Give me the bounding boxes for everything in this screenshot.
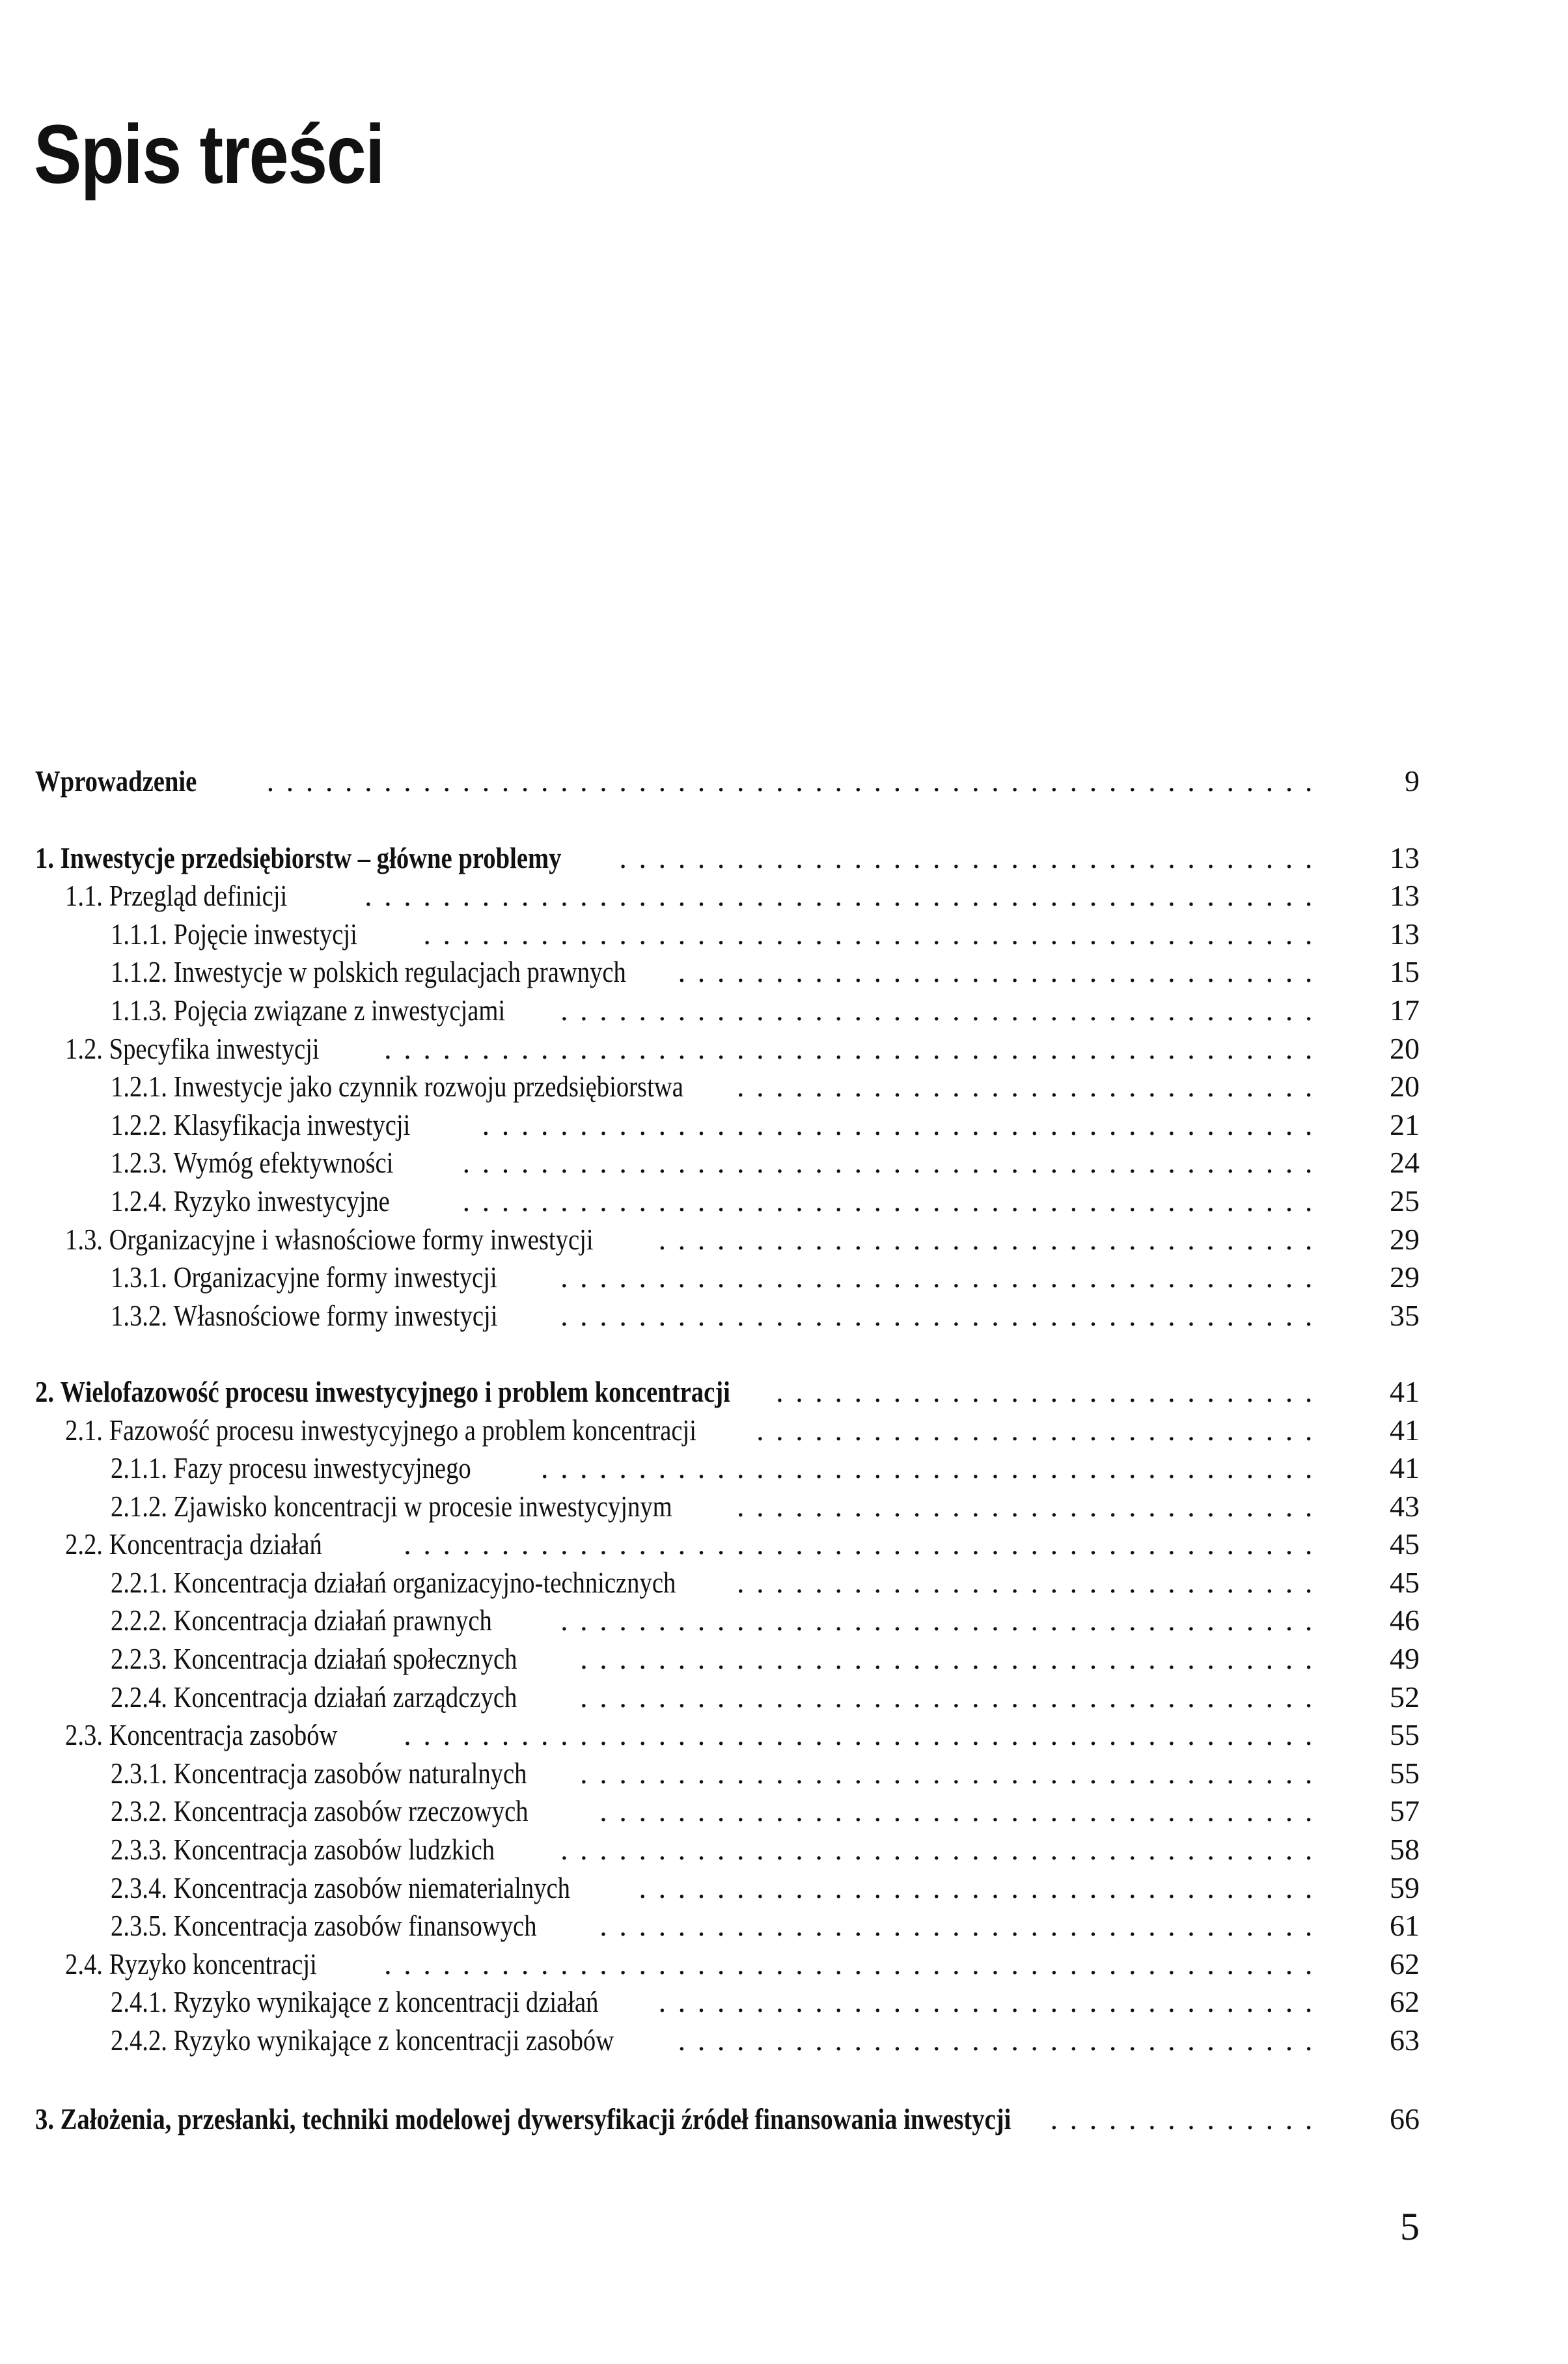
dot-leader: ............................................... bbox=[404, 1718, 1325, 1751]
toc-entry-label: Organizacyjne i własnościowe formy inwestycji bbox=[109, 1223, 594, 1256]
toc-entry-page: 66 bbox=[1390, 2102, 1420, 2135]
toc-entry-title bbox=[35, 2100, 1197, 2138]
toc-entry-label: Wymóg efektywności bbox=[173, 1146, 394, 1179]
dot-leader: ....................................... bbox=[560, 1260, 1325, 1294]
toc-entry-number: 2.2.1. bbox=[111, 1566, 174, 1599]
toc-entry[interactable] bbox=[0, 1945, 1568, 1983]
toc-entry[interactable] bbox=[0, 1221, 1568, 1258]
toc-entry-title bbox=[111, 1869, 657, 1907]
toc-entry-title bbox=[111, 1182, 443, 1220]
toc-entry-number: 2.3.3. bbox=[111, 1833, 174, 1866]
toc-entry[interactable] bbox=[0, 1258, 1568, 1296]
toc-entry-page: 41 bbox=[1390, 1413, 1420, 1447]
dot-leader: ........................................ bbox=[540, 1451, 1325, 1484]
toc-entry-label: Ryzyko inwestycyjne bbox=[173, 1184, 390, 1217]
toc-entry-page: 20 bbox=[1390, 1032, 1420, 1065]
toc-entry-number: 1.1.2. bbox=[111, 955, 174, 988]
toc-entry-label: Koncentracja zasobów niematerialnych bbox=[173, 1871, 570, 1904]
toc-entry-number: 1.3. bbox=[65, 1223, 109, 1256]
toc-entry-title bbox=[111, 953, 724, 991]
toc-entry-title bbox=[111, 1678, 594, 1716]
toc-entry-label: Koncentracja zasobów naturalnych bbox=[173, 1757, 527, 1790]
toc-entry[interactable] bbox=[0, 915, 1568, 953]
toc-entry[interactable] bbox=[0, 1411, 1568, 1449]
toc-entry[interactable] bbox=[0, 1182, 1568, 1220]
toc-entry[interactable] bbox=[0, 1525, 1568, 1563]
toc-entry-page: 57 bbox=[1390, 1794, 1420, 1828]
toc-entry-title bbox=[111, 2022, 709, 2059]
toc-entry-number: 1.3.2. bbox=[111, 1299, 174, 1332]
dot-leader: .................................. bbox=[658, 1223, 1325, 1256]
toc-entry-title bbox=[65, 1945, 365, 1983]
toc-entry-title bbox=[111, 1831, 568, 1869]
toc-entry-label: Ryzyko wynikające z koncentracji działań bbox=[173, 1985, 599, 2018]
toc-entry-title bbox=[111, 1106, 467, 1144]
toc-entry[interactable] bbox=[0, 1602, 1568, 1639]
toc-entry-label: Organizacyjne formy inwestycji bbox=[173, 1260, 497, 1294]
toc-entry-label: Ryzyko wynikające z koncentracji zasobów bbox=[173, 2023, 614, 2057]
toc-entry-label: Pojęcia związane z inwestycjami bbox=[173, 994, 506, 1027]
toc-entry-label: Założenia, przesłanki, techniki modelowej dywersyfikacji źródeł finansowania inwestycji bbox=[60, 2102, 1011, 2135]
dot-leader: ...................................... bbox=[580, 1757, 1325, 1790]
toc-entry-label: Fazowość procesu inwestycyjnego a problem koncentracji bbox=[109, 1413, 697, 1447]
toc-entry-title bbox=[111, 1602, 564, 1639]
toc-entry-label: Wielofazowość procesu inwestycyjnego i problem koncentracji bbox=[60, 1375, 730, 1408]
toc-entry[interactable] bbox=[0, 1449, 1568, 1487]
toc-entry-title bbox=[111, 1792, 608, 1830]
toc-entry-label: Przegląd definicji bbox=[109, 879, 288, 912]
toc-entry-title bbox=[65, 1221, 694, 1258]
toc-entry-page: 59 bbox=[1390, 1871, 1420, 1904]
toc-entry-number: 2.3.1. bbox=[111, 1757, 174, 1790]
toc-entry-number: 2.4. bbox=[65, 1947, 109, 1981]
toc-entry-number: 1.2.4. bbox=[111, 1184, 174, 1217]
toc-entry-title bbox=[111, 1488, 779, 1525]
toc-entry-number: 2.4.1. bbox=[111, 1985, 174, 2018]
toc-entry[interactable] bbox=[0, 1792, 1568, 1830]
toc-entry-page: 61 bbox=[1390, 1909, 1420, 1942]
toc-entry-label: Inwestycje w polskich regulacjach prawnych bbox=[173, 955, 626, 988]
toc-entry-number: 1.2.3. bbox=[111, 1146, 174, 1179]
dot-leader: ................................. bbox=[678, 955, 1325, 988]
toc-entry-page: 62 bbox=[1390, 1947, 1420, 1981]
toc-entry-title bbox=[111, 1640, 594, 1678]
toc-entry-page: 9 bbox=[1405, 764, 1420, 798]
dot-leader: ....................................... bbox=[560, 1604, 1325, 1637]
dot-leader: ................................................. bbox=[364, 879, 1325, 912]
toc-entry[interactable] bbox=[0, 877, 1568, 915]
toc-entry-label: Koncentracja zasobów ludzkich bbox=[173, 1833, 495, 1866]
toc-entry-title bbox=[111, 1068, 792, 1106]
toc-entry-label: Własnościowe formy inwestycji bbox=[173, 1299, 498, 1332]
toc-entry-title bbox=[111, 1144, 447, 1182]
toc-entry-page: 17 bbox=[1390, 994, 1420, 1027]
toc-entry-label: Inwestycje przedsiębiorstw – główne problemy bbox=[60, 841, 562, 874]
toc-entry-label: Ryzyko koncentracji bbox=[109, 1947, 317, 1981]
toc-entry-number: 1.2.1. bbox=[111, 1070, 174, 1103]
dot-leader: .............................. bbox=[736, 1490, 1325, 1523]
toc-entry[interactable] bbox=[0, 1755, 1568, 1792]
toc-entry[interactable] bbox=[0, 1831, 1568, 1869]
toc-entry[interactable] bbox=[0, 1678, 1568, 1716]
toc-entry-number: 1.3.1. bbox=[111, 1260, 174, 1294]
dot-leader: .................................. bbox=[658, 1985, 1325, 2018]
toc-entry-number: 1.1. bbox=[65, 879, 109, 912]
toc-entry-number: 1.1.3. bbox=[111, 994, 174, 1027]
dot-leader: ............................................ bbox=[462, 1146, 1325, 1179]
dot-leader: ............................. bbox=[756, 1413, 1325, 1447]
toc-entry[interactable] bbox=[0, 1297, 1568, 1335]
toc-entry-label: Koncentracja zasobów rzeczowych bbox=[173, 1794, 529, 1828]
toc-entry-label: Koncentracja działań prawnych bbox=[173, 1604, 492, 1637]
toc-entry[interactable] bbox=[0, 1640, 1568, 1678]
toc-entry-title bbox=[35, 762, 228, 800]
toc-entry-number: 2.1.2. bbox=[111, 1490, 174, 1523]
toc-entry-number: 1. bbox=[35, 841, 61, 874]
toc-entry-label: Klasyfikacja inwestycji bbox=[173, 1108, 411, 1141]
toc-entry-number: 1.2.2. bbox=[111, 1108, 174, 1141]
toc-entry-title bbox=[65, 1030, 368, 1068]
toc-entry-title bbox=[111, 915, 404, 953]
toc-entry[interactable] bbox=[0, 1564, 1568, 1602]
toc-entry-label: Koncentracja działań społecznych bbox=[173, 1642, 517, 1675]
toc-entry-number: 1.2. bbox=[65, 1032, 109, 1065]
toc-entry-label: Koncentracja działań bbox=[109, 1527, 322, 1561]
toc-entry-page: 25 bbox=[1390, 1184, 1420, 1217]
toc-entry[interactable] bbox=[0, 953, 1568, 991]
toc-entry-number: 2.3.5. bbox=[111, 1909, 174, 1942]
toc-entry-number: 2.2. bbox=[65, 1527, 109, 1561]
toc-entry-page: 13 bbox=[1390, 879, 1420, 912]
toc-entry-label: Zjawisko koncentracji w procesie inwestycyjnym bbox=[173, 1490, 672, 1523]
toc-entry[interactable] bbox=[0, 2022, 1568, 2059]
dot-leader: ................................... bbox=[639, 1871, 1325, 1904]
toc-entry-page: 62 bbox=[1390, 1985, 1420, 2018]
toc-entry-label: Pojęcie inwestycji bbox=[173, 917, 357, 951]
toc-entry[interactable] bbox=[0, 992, 1568, 1029]
dot-leader: ....................................... bbox=[560, 1299, 1325, 1332]
dot-leader: .................................... bbox=[619, 841, 1325, 874]
toc-entry-title bbox=[111, 1258, 571, 1296]
toc-entry[interactable] bbox=[0, 1373, 1568, 1411]
toc-entry-title bbox=[65, 1716, 389, 1754]
dot-leader: .............. bbox=[1050, 2102, 1325, 2135]
dot-leader: ..................................... bbox=[599, 1794, 1325, 1828]
toc-entry-title bbox=[65, 877, 329, 915]
dot-leader: ....................................... bbox=[560, 1833, 1325, 1866]
toc-entry-title bbox=[35, 1373, 862, 1411]
toc-entry[interactable] bbox=[0, 2100, 1568, 2138]
toc-entry-number: 2.3.2. bbox=[111, 1794, 174, 1828]
toc-entry-number: 2.2.4. bbox=[111, 1680, 174, 1714]
dot-leader: ...................................... bbox=[580, 1680, 1325, 1714]
toc-entry-page: 52 bbox=[1390, 1680, 1420, 1714]
toc-entry-label: Koncentracja zasobów bbox=[109, 1718, 338, 1751]
page-title: Spis treści bbox=[34, 108, 384, 201]
toc-entry-page: 20 bbox=[1390, 1070, 1420, 1103]
toc-entry-page: 13 bbox=[1390, 841, 1420, 874]
dot-leader: .............................................. bbox=[423, 917, 1325, 951]
toc-entry-title bbox=[111, 992, 581, 1029]
toc-entry-page: 41 bbox=[1390, 1375, 1420, 1408]
dot-leader: ............................................ bbox=[462, 1184, 1325, 1217]
dot-leader: ............................ bbox=[776, 1375, 1325, 1408]
toc-entry-page: 41 bbox=[1390, 1451, 1420, 1484]
toc-entry-label: Inwestycje jako czynnik rozwoju przedsiębiorstwa bbox=[173, 1070, 683, 1103]
toc-entry-number: 2.3.4. bbox=[111, 1871, 174, 1904]
toc-entry-title bbox=[111, 1564, 784, 1602]
toc-entry-page: 58 bbox=[1390, 1833, 1420, 1866]
toc-entry-label: Fazy procesu inwestycyjnego bbox=[173, 1451, 471, 1484]
dot-leader: ........................................... bbox=[482, 1108, 1325, 1141]
toc-entry-title bbox=[65, 1411, 817, 1449]
toc-entry-label: Koncentracja działań organizacyjno-technicznych bbox=[173, 1566, 676, 1599]
toc-entry-number: 2.4.2. bbox=[111, 2023, 174, 2057]
toc-entry-page: 43 bbox=[1390, 1490, 1420, 1523]
toc-entry-number: 2.3. bbox=[65, 1718, 109, 1751]
toc-entry-page: 29 bbox=[1390, 1223, 1420, 1256]
toc-entry-label: Koncentracja działań zarządczych bbox=[173, 1680, 517, 1714]
dot-leader: ...................................... bbox=[580, 1642, 1325, 1675]
toc-entry[interactable] bbox=[0, 1869, 1568, 1907]
toc-entry[interactable] bbox=[0, 1907, 1568, 1945]
toc-entry-label: Koncentracja zasobów finansowych bbox=[173, 1909, 537, 1942]
dot-leader: .............................. bbox=[736, 1566, 1325, 1599]
toc-entry-page: 55 bbox=[1390, 1718, 1420, 1751]
dot-leader: ..................................... bbox=[599, 1909, 1325, 1942]
toc-entry-number: 2.1.1. bbox=[111, 1451, 174, 1484]
dot-leader: ................................. bbox=[678, 2023, 1325, 2057]
toc-entry-page: 45 bbox=[1390, 1566, 1420, 1599]
toc-entry-page: 49 bbox=[1390, 1642, 1420, 1675]
dot-leader: ............................................... bbox=[404, 1527, 1325, 1561]
toc-entry-title bbox=[111, 1907, 618, 1945]
toc-entry-page: 63 bbox=[1390, 2023, 1420, 2057]
toc-entry-page: 13 bbox=[1390, 917, 1420, 951]
toc-entry-page: 46 bbox=[1390, 1604, 1420, 1637]
toc-entry[interactable] bbox=[0, 1983, 1568, 2021]
dot-leader: ....................................... bbox=[560, 994, 1325, 1027]
toc-entry[interactable] bbox=[0, 839, 1568, 877]
toc-entry[interactable] bbox=[0, 1068, 1568, 1106]
toc-entry-page: 55 bbox=[1390, 1757, 1420, 1790]
toc-entry[interactable] bbox=[0, 1106, 1568, 1144]
toc-entry-title bbox=[111, 1449, 540, 1487]
toc-entry-number: 2.1. bbox=[65, 1413, 109, 1447]
toc-entry-page: 24 bbox=[1390, 1146, 1420, 1179]
toc-entry-page: 29 bbox=[1390, 1260, 1420, 1294]
toc-entry[interactable] bbox=[0, 1716, 1568, 1754]
toc-entry[interactable] bbox=[0, 1144, 1568, 1182]
toc-entry-page: 15 bbox=[1390, 955, 1420, 988]
toc-entry-number: 2.2.3. bbox=[111, 1642, 174, 1675]
toc-entry-label: Specyfika inwestycji bbox=[109, 1032, 320, 1065]
dot-leader: ................................................ bbox=[384, 1947, 1325, 1981]
toc-entry-number: 1.1.1. bbox=[111, 917, 174, 951]
dot-leader: ................................................ bbox=[384, 1032, 1325, 1065]
toc-entry-title bbox=[111, 1297, 571, 1335]
page-number: 5 bbox=[1400, 2205, 1420, 2248]
toc-entry-page: 35 bbox=[1390, 1299, 1420, 1332]
toc-entry-label: Wprowadzenie bbox=[35, 764, 197, 798]
toc-entry-number: 2. bbox=[35, 1375, 61, 1408]
toc-entry[interactable] bbox=[0, 762, 1568, 800]
toc-entry-page: 21 bbox=[1390, 1108, 1420, 1141]
toc-entry-title bbox=[111, 1755, 606, 1792]
dot-leader: .............................. bbox=[736, 1070, 1325, 1103]
dot-leader: ...................................................... bbox=[266, 764, 1325, 798]
toc-entry-title bbox=[111, 1983, 691, 2021]
toc-entry[interactable] bbox=[0, 1488, 1568, 1525]
toc-entry-title bbox=[65, 1525, 371, 1563]
toc-entry-page: 45 bbox=[1390, 1527, 1420, 1561]
toc-entry-number: 2.2.2. bbox=[111, 1604, 174, 1637]
toc-entry-number: 3. bbox=[35, 2102, 61, 2135]
toc-entry-title bbox=[35, 839, 662, 877]
toc-entry[interactable] bbox=[0, 1030, 1568, 1068]
